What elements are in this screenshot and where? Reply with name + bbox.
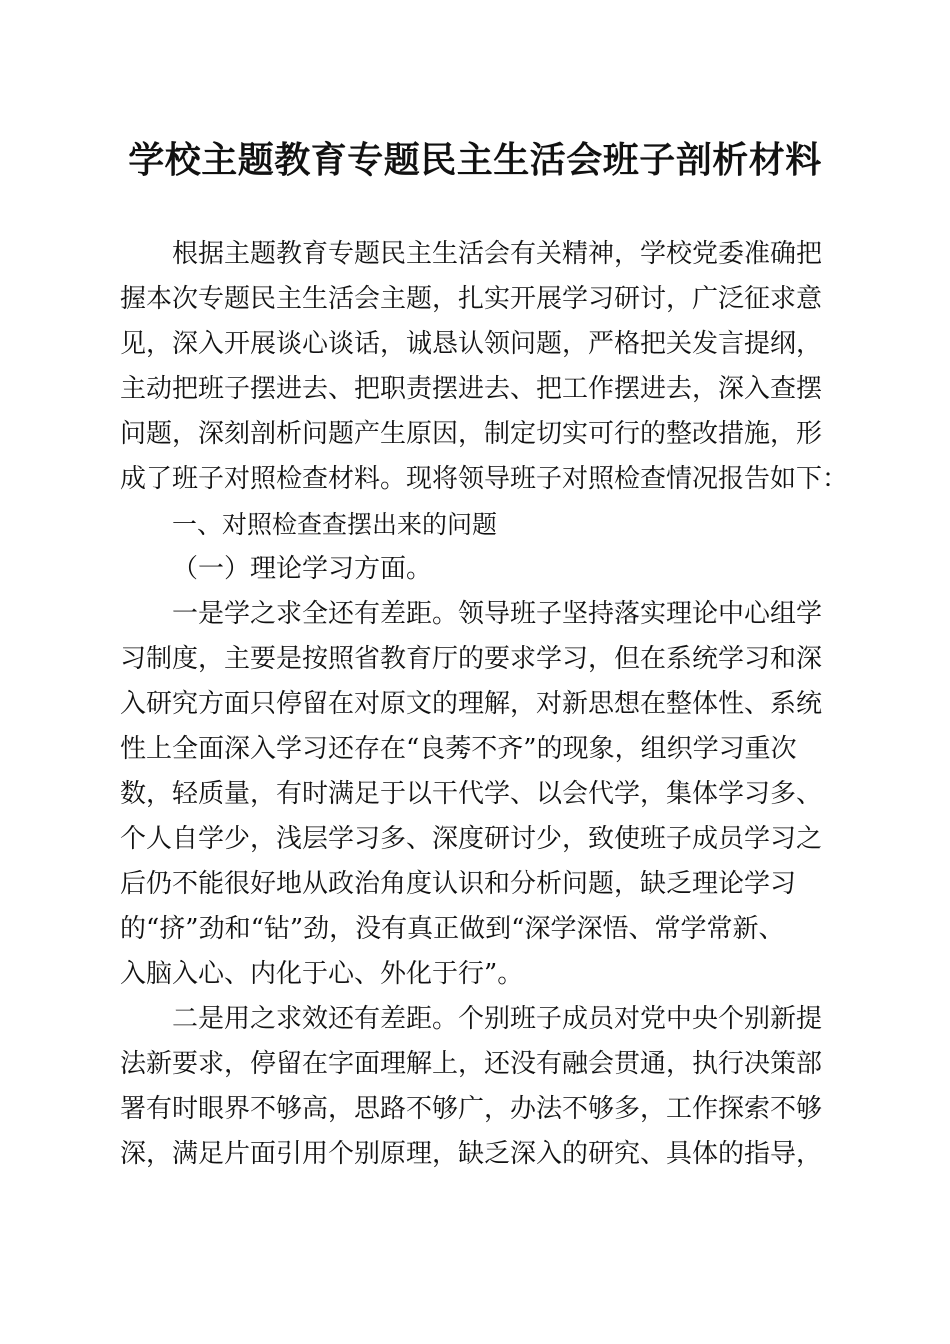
text-line: 成了班子对照检查材料。现将领导班子对照检查情况报告如下： bbox=[120, 464, 849, 494]
text-line: 的“挤”劲和“钻”劲，没有真正做到“深学深悟、常学常新、 bbox=[120, 914, 785, 944]
text-line: 深，满足片面引用个别原理，缺乏深入的研究、具体的指导， bbox=[120, 1139, 823, 1169]
text-line: 署有时眼界不够高，思路不够广，办法不够多，工作探索不够 bbox=[120, 1094, 823, 1124]
text-line: 问题，深刻剖析问题产生原因，制定切实可行的整改措施，形 bbox=[120, 419, 823, 449]
text-line: 个人自学少，浅层学习多、深度研讨少，致使班子成员学习之 bbox=[120, 824, 823, 854]
text-line: 一是学之求全还有差距。领导班子坚持落实理论中心组学 bbox=[172, 599, 823, 629]
paragraph-theory-study-1 bbox=[120, 592, 832, 997]
text-line: 根据主题教育专题民主生活会有关精神，学校党委准确把 bbox=[172, 239, 823, 269]
text-line: 法新要求，停留在字面理解上，还没有融会贯通，执行决策部 bbox=[120, 1049, 823, 1079]
text-line: 性上全面深入学习还存在“良莠不齐”的现象，组织学习重次 bbox=[120, 734, 797, 764]
section-heading: 一、对照检查查摆出来的问题 bbox=[172, 510, 498, 539]
text-line: 二是用之求效还有差距。个别班子成员对党中央个别新提 bbox=[172, 1004, 823, 1034]
text-line: 握本次专题民主生活会主题，扎实开展学习研讨，广泛征求意 bbox=[120, 284, 823, 314]
subsection-heading: （一）理论学习方面。 bbox=[172, 554, 433, 584]
text-line: 见，深入开展谈心谈话，诚恳认领问题，严格把关发言提纲， bbox=[120, 329, 823, 359]
document-title: 学校主题教育专题民主生活会班子剖析材料 bbox=[128, 139, 822, 181]
text-line: 后仍不能很好地从政治角度认识和分析问题，缺乏理论学习 bbox=[120, 869, 797, 899]
text-line: 主动把班子摆进去、把职责摆进去、把工作摆进去，深入查摆 bbox=[120, 374, 823, 404]
text-line: 习制度，主要是按照省教育厅的要求学习，但在系统学习和深 bbox=[120, 644, 823, 674]
text-line: 数，轻质量，有时满足于以干代学、以会代学，集体学习多、 bbox=[120, 779, 823, 809]
document-body bbox=[120, 232, 849, 1177]
intro-paragraph bbox=[120, 232, 849, 502]
text-line: 入研究方面只停留在对原文的理解，对新思想在整体性、系统 bbox=[120, 689, 823, 719]
paragraph-theory-study-2 bbox=[120, 997, 832, 1177]
text-line: 入脑入心、内化于心、外化于行”。 bbox=[120, 959, 524, 989]
